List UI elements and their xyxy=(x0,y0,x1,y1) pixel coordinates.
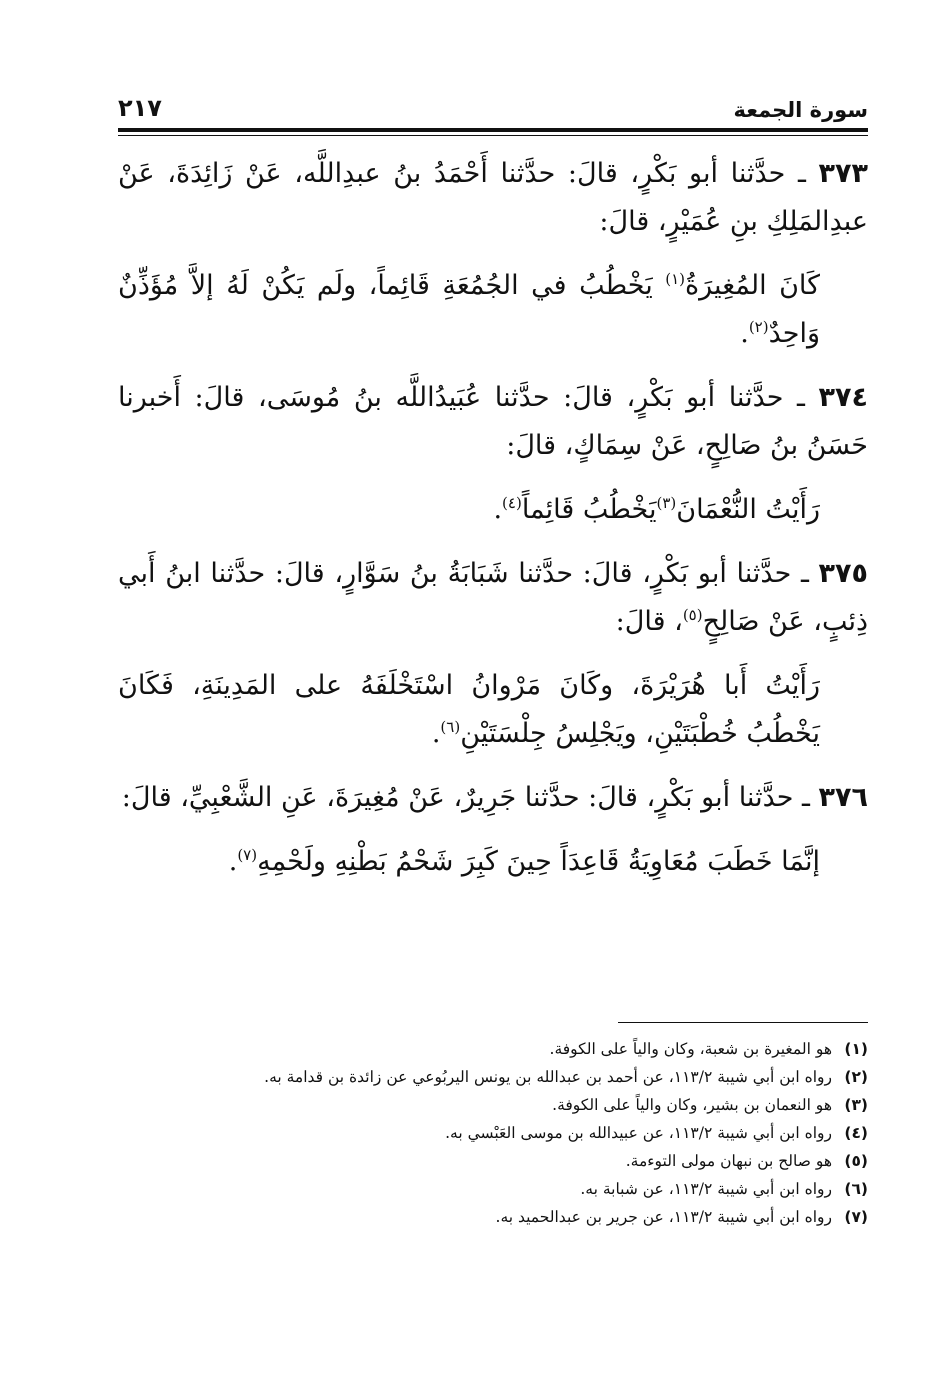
footnote-number: (٧) xyxy=(844,1208,868,1226)
hadith-matn-376 xyxy=(118,838,868,886)
footnote-ref[interactable]: (١) xyxy=(665,270,686,288)
hadith-isnad-375 xyxy=(118,550,868,646)
footnote-number: (٥) xyxy=(844,1152,868,1170)
isnad-text: ـ حدَّثنا أبو بَكْرٍ، قالَ: حدَّثنا شَبَابَةُ بنُ سَوَّارٍ، قالَ: حدَّثنا ابنُ أَبي ذِئبٍ، عَنْ صَالِحٍ xyxy=(118,558,868,637)
footnote xyxy=(118,1176,868,1202)
hadith-matn-374 xyxy=(118,486,868,534)
header-rule-thin xyxy=(118,135,868,136)
matn-end: . xyxy=(228,846,238,877)
footnote-number: (١) xyxy=(844,1040,868,1058)
footnote-number: (٤) xyxy=(844,1124,868,1142)
page-header xyxy=(118,78,868,122)
footnote-text: هو النعمان بن بشير، وكان والياً على الكوفة. xyxy=(552,1096,832,1114)
footnote-ref[interactable]: (٦) xyxy=(440,718,461,736)
matn-text: رَأَيْتُ أَبا هُرَيْرَةَ، وكَانَ مَرْوانُ اسْتَخْلَفَهُ على المَدِينَةِ، فَكَانَ يَخْطُبُ خُطْبَتَيْنِ، ويَجْلِسُ جِلْسَتَيْنِ xyxy=(118,670,820,749)
matn-text: يَخْطُبُ قَائِماً xyxy=(521,494,657,525)
main-text xyxy=(118,150,868,902)
footnote-number: (٦) xyxy=(844,1180,868,1198)
isnad-text: ـ حدَّثنا أبو بَكْرٍ، قالَ: حدَّثنا عُبَيدُاللَّه بنُ مُوسَى، قالَ: أَخبرنا حَسَنُ بنُ صَالِحٍ، عَنْ سِمَاكٍ، قالَ: xyxy=(118,382,868,461)
footnote-ref[interactable]: (٧) xyxy=(237,846,258,864)
hadith-isnad-373 xyxy=(118,150,868,246)
matn-end: . xyxy=(493,494,503,525)
hadith-number: ٣٧٤ xyxy=(818,382,868,413)
footnote-ref[interactable]: (٤) xyxy=(502,494,522,512)
footnote-separator xyxy=(618,1022,868,1023)
footnote-ref[interactable]: (٢) xyxy=(748,318,769,336)
footnote-ref[interactable]: (٥) xyxy=(682,606,703,624)
footnote xyxy=(118,1064,868,1090)
footnote-number: (٢) xyxy=(844,1068,868,1086)
isnad-text: ـ حدَّثنا أبو بَكْرٍ، قالَ: حدَّثنا أَحْمَدُ بنُ عبدِاللَّه، عَنْ زَائِدَةَ، عَنْ عبدِالمَلِكِ بنِ عُمَيْرٍ، قالَ: xyxy=(118,158,868,237)
page-number: ٢١٧ xyxy=(118,94,162,122)
hadith-isnad-376 xyxy=(118,774,868,822)
footnote-text: رواه ابن أبي شيبة ١١٣/٢، عن شبابة به. xyxy=(580,1180,832,1198)
footnote xyxy=(118,1036,868,1062)
header-rule-thick xyxy=(118,128,868,132)
footnotes xyxy=(118,1036,868,1232)
hadith-matn-373 xyxy=(118,262,868,358)
hadith-number: ٣٧٥ xyxy=(818,558,868,589)
matn-end: . xyxy=(431,718,441,749)
matn-text: إنَّمَا خَطَبَ مُعَاوِيَةُ قَاعِدَاً حِينَ كَبِرَ شَحْمُ بَطْنِهِ ولَحْمِهِ xyxy=(257,846,820,877)
footnote xyxy=(118,1204,868,1230)
matn-text: كَانَ المُغِيرَةُ xyxy=(685,270,820,301)
matn-text: رَأَيْتُ النُّعْمَانَ xyxy=(676,494,820,525)
hadith-matn-375 xyxy=(118,662,868,758)
footnote-text: هو المغيرة بن شعبة، وكان والياً على الكوفة. xyxy=(549,1040,832,1058)
footnote-ref[interactable]: (٣) xyxy=(656,494,677,512)
footnote-text: رواه ابن أبي شيبة ١١٣/٢، عن جرير بن عبدالحميد به. xyxy=(495,1208,832,1226)
footnote xyxy=(118,1120,868,1146)
isnad-text: ـ حدَّثنا أبو بَكْرٍ، قالَ: حدَّثنا جَرِيرٌ، عَنْ مُغِيرَةَ، عَنِ الشَّعْبِيِّ، قالَ: xyxy=(121,782,810,813)
hadith-number: ٣٧٦ xyxy=(818,782,868,813)
footnote-text: هو صالح بن نبهان مولى التوءمة. xyxy=(625,1152,832,1170)
footnote-text: رواه ابن أبي شيبة ١١٣/٢، عن عبيدالله بن موسى العَبْسي به. xyxy=(445,1124,832,1142)
footnote xyxy=(118,1148,868,1174)
hadith-number: ٣٧٣ xyxy=(818,158,868,189)
hadith-isnad-374 xyxy=(118,374,868,470)
footnote-text: رواه ابن أبي شيبة ١١٣/٢، عن أحمد بن عبدالله بن يونس اليربُوعي عن زائدة بن قدامة به. xyxy=(264,1068,832,1086)
footnote xyxy=(118,1092,868,1118)
surah-title: سورة الجمعة xyxy=(733,98,868,122)
isnad-end: ، قالَ: xyxy=(615,606,683,637)
matn-end: . xyxy=(740,318,749,349)
matn-text: يَخْطُبُ في الجُمُعَةِ قَائِماً، ولَم يَكُنْ لَهُ إلاَّ مُؤَذِّنٌ وَاحِدٌ xyxy=(118,270,820,349)
footnote-number: (٣) xyxy=(844,1096,868,1114)
